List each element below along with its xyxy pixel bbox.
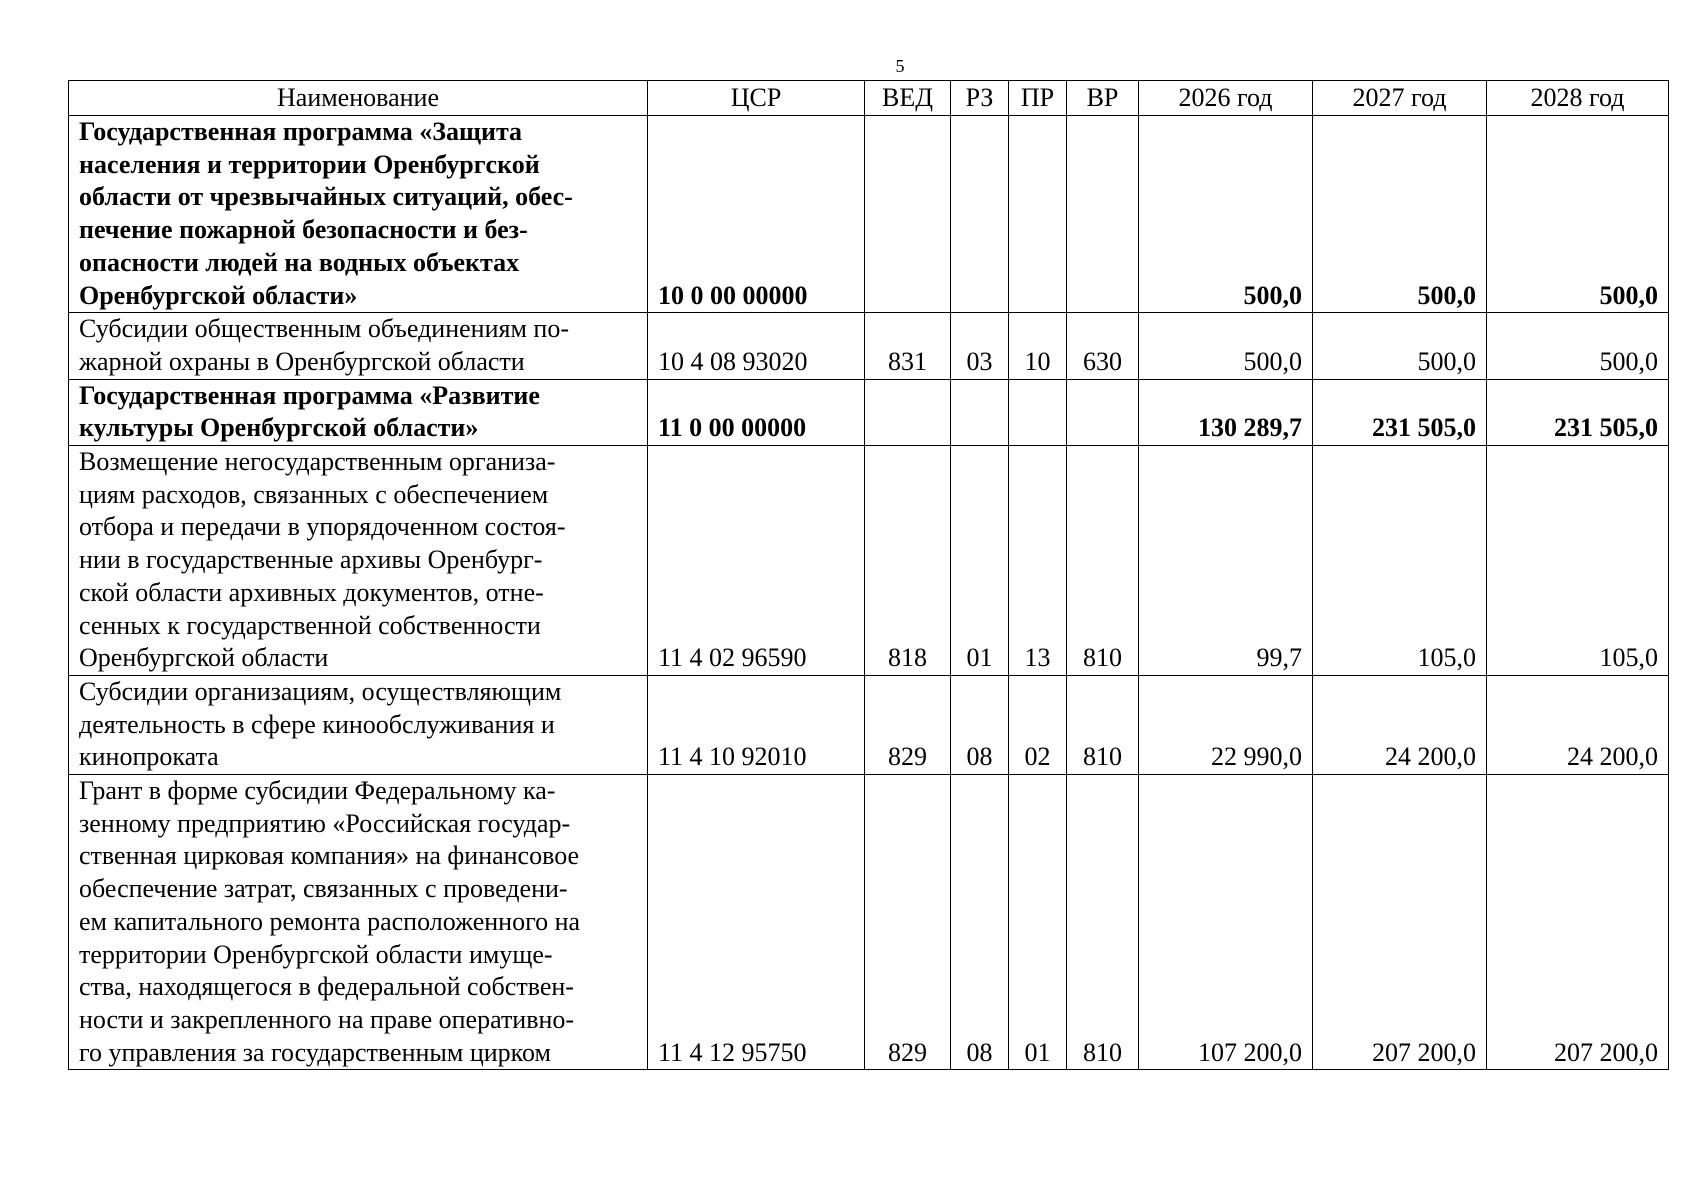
row-csr: 11 0 00 00000 [648, 379, 865, 445]
row-name-line: печение пожарной безопасности и без- [79, 215, 528, 245]
row-ved: 829 [865, 775, 951, 1070]
header-rz: РЗ [951, 81, 1009, 116]
row-name-line: населения и территории Оренбургской [79, 149, 540, 179]
row-ved [865, 116, 951, 313]
header-2028: 2028 год [1487, 81, 1669, 116]
row-name-line: опасности людей на водных объектах [79, 247, 520, 277]
row-name-line: обеспечение затрат, связанных с проведени- [79, 874, 568, 904]
row-name-line: нии в государственные архивы Оренбург- [79, 545, 543, 575]
row-name-line: Оренбургской области» [79, 280, 358, 310]
row-pr: 10 [1009, 313, 1067, 379]
row-2027: 500,0 [1313, 313, 1487, 379]
row-name-line: го управления за государственным цирком [79, 1037, 551, 1067]
page-number: 5 [895, 56, 905, 76]
row-csr: 11 4 10 92010 [648, 675, 865, 774]
row-2028: 500,0 [1487, 313, 1669, 379]
row-rz: 08 [951, 775, 1009, 1070]
row-name [69, 379, 648, 445]
row-name-line: Государственная программа «Развитие [79, 380, 540, 410]
row-pr: 13 [1009, 446, 1067, 676]
row-vr: 810 [1067, 675, 1139, 774]
header-vr: ВР [1067, 81, 1139, 116]
row-2026: 107 200,0 [1139, 775, 1313, 1070]
row-name-line: территории Оренбургской области имуще- [79, 939, 553, 969]
row-name-line: Субсидии организациям, осуществляющим [79, 676, 562, 706]
row-ved: 831 [865, 313, 951, 379]
row-vr [1067, 116, 1139, 313]
row-pr: 02 [1009, 675, 1067, 774]
row-2026: 500,0 [1139, 116, 1313, 313]
row-name-line: отбора и передачи в упорядоченном состоя- [79, 512, 566, 542]
row-name [69, 775, 648, 1070]
row-pr [1009, 379, 1067, 445]
row-ved: 818 [865, 446, 951, 676]
row-2028: 500,0 [1487, 116, 1669, 313]
header-csr: ЦСР [648, 81, 865, 116]
header-name: Наименование [69, 81, 648, 116]
row-name-line: кинопроката [79, 742, 219, 772]
row-2027: 231 505,0 [1313, 379, 1487, 445]
row-2027: 24 200,0 [1313, 675, 1487, 774]
row-2028: 231 505,0 [1487, 379, 1669, 445]
table-row [69, 775, 1669, 1070]
row-vr: 810 [1067, 775, 1139, 1070]
row-2026: 500,0 [1139, 313, 1313, 379]
row-csr: 11 4 02 96590 [648, 446, 865, 676]
row-vr [1067, 379, 1139, 445]
row-rz [951, 379, 1009, 445]
row-2026: 22 990,0 [1139, 675, 1313, 774]
row-name-line: ности и закрепленного на праве оперативно- [79, 1004, 575, 1034]
table-row [69, 675, 1669, 774]
row-ved: 829 [865, 675, 951, 774]
table-row [69, 313, 1669, 379]
row-2027: 105,0 [1313, 446, 1487, 676]
row-name-line: жарной охраны в Оренбургской области [79, 346, 525, 376]
row-csr: 10 0 00 00000 [648, 116, 865, 313]
row-2028: 24 200,0 [1487, 675, 1669, 774]
row-ved [865, 379, 951, 445]
row-pr [1009, 116, 1067, 313]
row-name-line: ем капитального ремонта расположенного на [79, 906, 581, 936]
row-2028: 207 200,0 [1487, 775, 1669, 1070]
row-rz [951, 116, 1009, 313]
row-csr: 10 4 08 93020 [648, 313, 865, 379]
row-rz: 01 [951, 446, 1009, 676]
row-rz: 03 [951, 313, 1009, 379]
row-name-line: Субсидии общественным объединениям по- [79, 314, 569, 344]
header-pr: ПР [1009, 81, 1067, 116]
row-2026: 130 289,7 [1139, 379, 1313, 445]
header-2027: 2027 год [1313, 81, 1487, 116]
row-name-line: ской области архивных документов, отне- [79, 577, 544, 607]
row-name-line: сенных к государственной собственности [79, 610, 541, 640]
row-pr: 01 [1009, 775, 1067, 1070]
table-row [69, 379, 1669, 445]
row-name-line: циям расходов, связанных с обеспечением [79, 479, 549, 509]
header-2026: 2026 год [1139, 81, 1313, 116]
row-vr: 810 [1067, 446, 1139, 676]
table-row [69, 446, 1669, 676]
row-name-line: ства, находящегося в федеральной собствен- [79, 972, 574, 1002]
row-name [69, 675, 648, 774]
row-2027: 207 200,0 [1313, 775, 1487, 1070]
row-name [69, 313, 648, 379]
table-row [69, 116, 1669, 313]
row-name [69, 116, 648, 313]
row-vr: 630 [1067, 313, 1139, 379]
row-csr: 11 4 12 95750 [648, 775, 865, 1070]
row-2027: 500,0 [1313, 116, 1487, 313]
header-ved: ВЕД [865, 81, 951, 116]
table-header-row [69, 81, 1669, 116]
row-name-line: Государственная программа «Защита [79, 117, 523, 146]
row-name-line: зенному предприятию «Российская государ- [79, 808, 571, 838]
row-rz: 08 [951, 675, 1009, 774]
row-name-line: Грант в форме субсидии Федеральному ка- [79, 776, 556, 806]
row-2026: 99,7 [1139, 446, 1313, 676]
row-name-line: Оренбургской области [79, 643, 329, 673]
budget-table [68, 80, 1669, 1070]
row-name [69, 446, 648, 676]
row-name-line: культуры Оренбургской области» [79, 413, 479, 443]
row-name-line: Возмещение негосударственным организа- [79, 447, 556, 477]
row-2028: 105,0 [1487, 446, 1669, 676]
row-name-line: области от чрезвычайных ситуаций, обес- [79, 182, 573, 212]
row-name-line: деятельность в сфере кинообслуживания и [79, 709, 555, 739]
row-name-line: ственная цирковая компания» на финансовое [79, 841, 580, 871]
